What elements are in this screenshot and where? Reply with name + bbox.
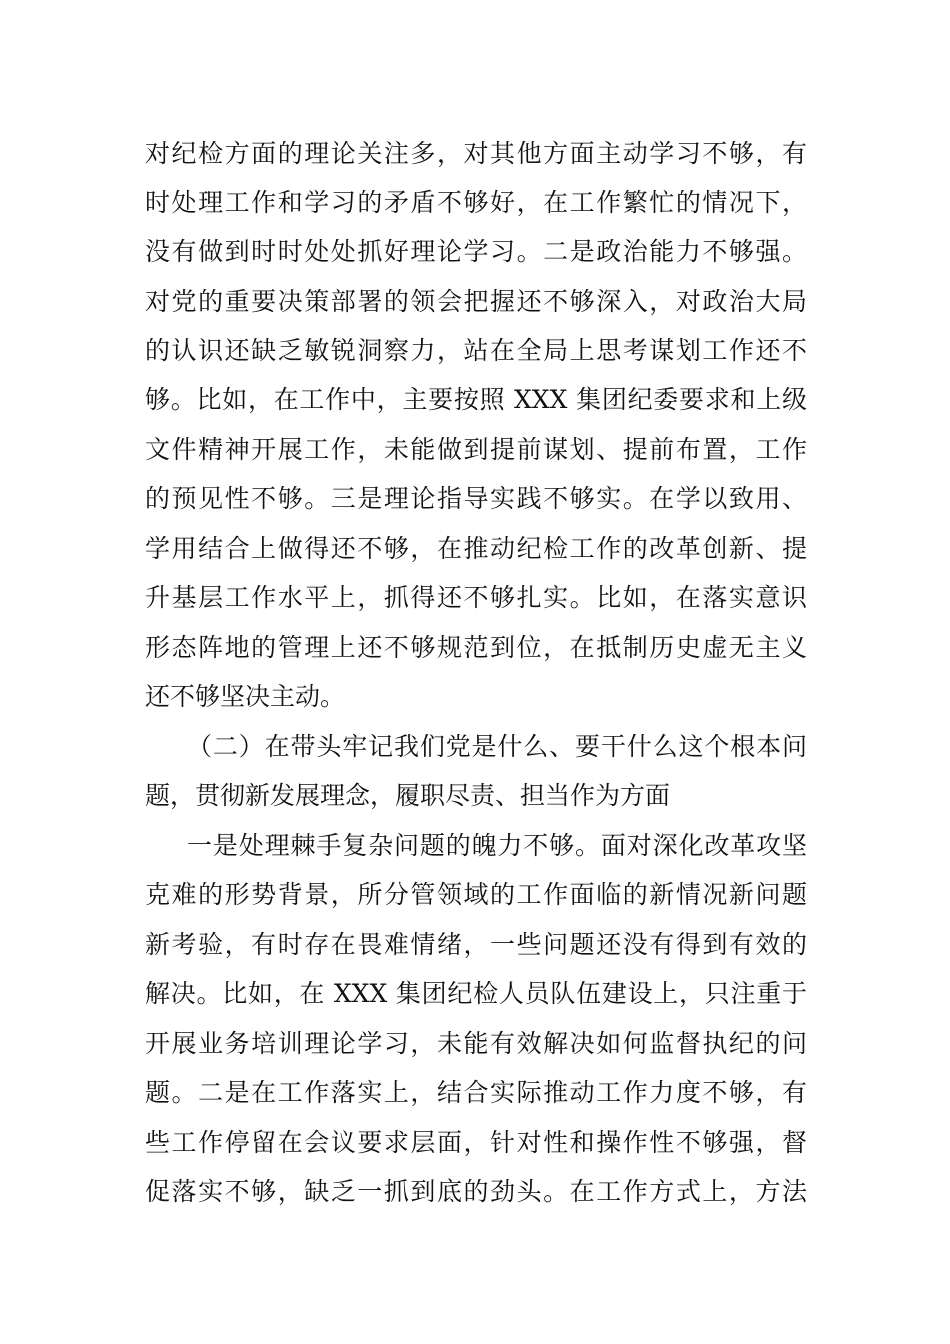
text-line: 一是处理棘手复杂问题的魄力不够。面对深化改革攻坚 (187, 831, 807, 860)
text-line: 文件精神开展工作，未能做到提前谋划、提前布置，工作 (145, 435, 807, 464)
text-line: 够。比如，在工作中，主要按照 XXX 集团纪委要求和上级 (145, 385, 807, 414)
section-heading-line: （二）在带头牢记我们党是什么、要干什么这个根本问 (187, 732, 807, 761)
text-line: 克难的形势背景，所分管领域的工作面临的新情况新问题 (145, 880, 807, 909)
section-heading-line: 题，贯彻新发展理念，履职尽责、担当作为方面 (145, 781, 671, 810)
text-line: 对纪检方面的理论关注多，对其他方面主动学习不够，有 (145, 139, 807, 168)
text-line: 还不够坚决主动。 (145, 682, 346, 711)
text-line: 些工作停留在会议要求层面，针对性和操作性不够强，督 (145, 1128, 807, 1157)
text-line: 学用结合上做得还不够，在推动纪检工作的改革创新、提 (145, 534, 807, 563)
text-line: 解决。比如，在 XXX 集团纪检人员队伍建设上，只注重于 (145, 979, 807, 1008)
text-line: 题。二是在工作落实上，结合实际推动工作力度不够，有 (145, 1078, 807, 1107)
text-line: 的认识还缺乏敏锐洞察力，站在全局上思考谋划工作还不 (145, 336, 807, 365)
text-line: 时处理工作和学习的矛盾不够好，在工作繁忙的情况下， (145, 188, 807, 217)
text-line: 开展业务培训理论学习，未能有效解决如何监督执纪的问 (145, 1029, 807, 1058)
text-line: 升基层工作水平上，抓得还不够扎实。比如，在落实意识 (145, 583, 807, 612)
text-line: 新考验，有时存在畏难情绪，一些问题还没有得到有效的 (145, 930, 807, 959)
text-line: 促落实不够，缺乏一抓到底的劲头。在工作方式上，方法 (145, 1177, 807, 1206)
text-line: 形态阵地的管理上还不够规范到位，在抵制历史虚无主义 (145, 633, 807, 662)
text-line: 的预见性不够。三是理论指导实践不够实。在学以致用、 (145, 484, 807, 513)
text-line: 没有做到时时处处抓好理论学习。二是政治能力不够强。 (145, 237, 807, 266)
text-line: 对党的重要决策部署的领会把握还不够深入，对政治大局 (145, 287, 807, 316)
